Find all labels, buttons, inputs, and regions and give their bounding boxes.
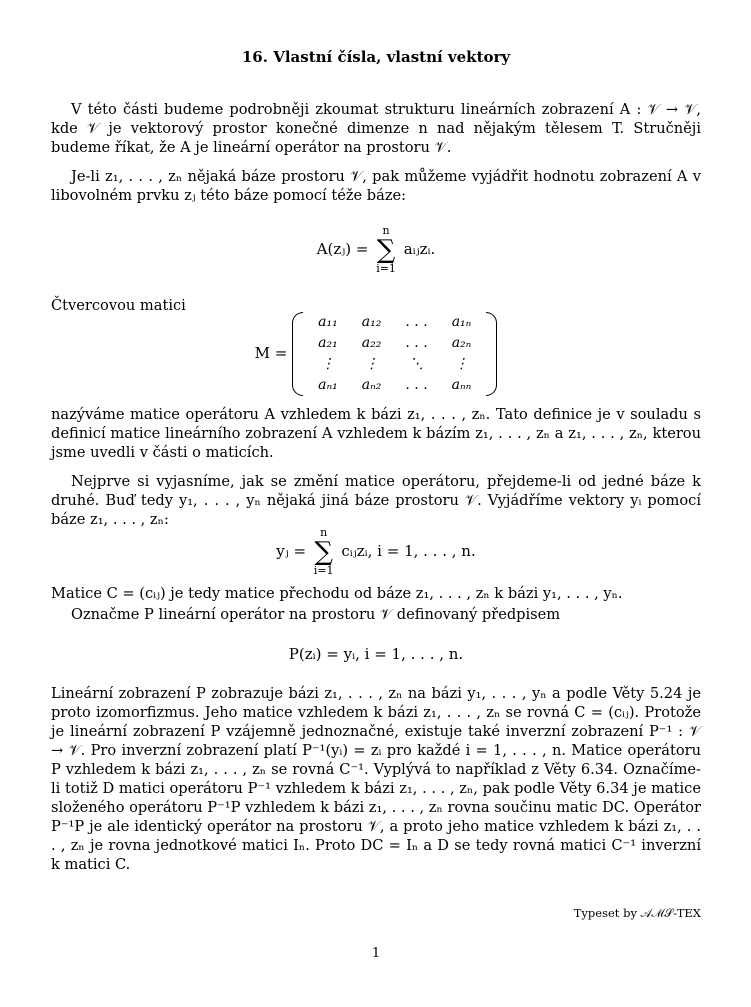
paragraph-isomorphism: Lineární zobrazení P zobrazuje bázi z₁, . . . , zₙ na bázi y₁, . . . , yₙ a podle Věty 5.24 je proto izomorfizmus. Jeho matice vzhledem k bázi z₁, . . . , zₙ se rovná C = (cᵢⱼ). Protože je lineární zobrazení P vzájemně jednoznačné, existuje také inverzní zobrazení P⁻¹ : 𝒱 → 𝒱. Pro inverzní zobrazení platí P⁻¹(yᵢ) = zᵢ pro každé i = 1, . . . , n. Matice operátoru P vzhledem k bázi z₁, . . . , zₙ se rovná C⁻¹. Vyplývá to například z Věty 6.34. Označíme-li totiž D matici operátoru P⁻¹ vzhledem k bázi z₁, . . . , zₙ, pak podle Věty 6.34 je matice složeného operátoru P⁻¹P vzhledem k bázi z₁, . . . , zₙ rovna součinu matic DC. Operátor P⁻¹P je ale identický operátor na prostoru 𝒱, a proto jeho matice vzhledem k bázi z₁, . . . , zₙ je rovna jednotkové matici Iₙ. Proto DC = Iₙ a D se tedy rovná matici C⁻¹ inverzní k matici C. [51, 685, 701, 873]
paragraph-square-matrix: Čtvercovou matici [51, 297, 186, 314]
sigma-glyph: ∑ [376, 235, 396, 265]
equation-lhs: yⱼ = [276, 542, 307, 560]
matrix-cell: a₂₂ [361, 335, 382, 351]
paragraph-operator-p: Označme P lineární operátor na prostoru 𝒱 definovaný předpisem [71, 606, 561, 623]
sum-lower: i=1 [376, 262, 396, 275]
equation-matrix [51, 312, 701, 396]
paragraph-change-basis: Nejprve si vyjasníme, jak se změní matice operátoru, přejdeme-li od jedné báze k druhé. Buď tedy y₁, . . . , yₙ nějaká jiná báze prostoru 𝒱. Vyjádříme vektory yᵢ pomocí báze z₁, . . . , zₙ: [51, 473, 701, 528]
matrix-cell: a₂ₙ [451, 335, 472, 351]
matrix-cell: a₁₁ [318, 314, 338, 330]
sigma-glyph: ∑ [314, 537, 333, 567]
matrix-lhs: M = [254, 344, 288, 362]
matrix-cell: . . . [405, 377, 428, 393]
matrix-row [306, 375, 483, 396]
paragraph-transition-matrix: Matice C = (cᵢⱼ) je tedy matice přechodu od báze z₁, . . . , zₙ k bázi y₁, . . . , yₙ. [51, 585, 623, 602]
matrix-cell: aₙ₁ [318, 377, 338, 393]
matrix-row [306, 354, 483, 375]
equation-operator-sum [51, 225, 701, 275]
matrix-cell: ⋱ [409, 356, 424, 372]
equation-p-definition: P(zᵢ) = yᵢ, i = 1, . . . , n. [288, 645, 464, 663]
page-number: 1 [371, 946, 381, 961]
matrix-cell: ⋮ [454, 356, 469, 372]
matrix-cell: a₂₁ [318, 335, 338, 351]
paragraph-matrix-definition: nazýváme matice operátoru A vzhledem k bázi z₁, . . . , zₙ. Tato definice je v souladu s definicí matice lineárního zobrazení A vzhledem k bázím z₁, . . . , zₙ a z₁, . . . , zₙ, kterou jsme uvedli v části o maticích. [51, 406, 701, 461]
matrix-cell: aₙₙ [451, 377, 472, 393]
matrix-cell: . . . [405, 335, 428, 351]
sum-symbol [314, 527, 334, 577]
matrix-row [306, 312, 483, 333]
page-title: 16. Vlastní čísla, vlastní vektory [241, 48, 511, 66]
matrix-row [306, 333, 483, 354]
paragraph-intro: V této části budeme podrobněji zkoumat strukturu lineárních zobrazení A : 𝒱 → 𝒱, kde 𝒱 je vektorový prostor konečné dimenze n nad nějakým tělesem T. Stručněji budeme říkat, že A je lineární operátor na prostoru 𝒱. [51, 101, 701, 156]
matrix-cell: a₁₂ [361, 314, 382, 330]
equation-rhs: aᵢⱼzᵢ. [403, 240, 436, 258]
paragraph-basis: Je-li z₁, . . . , zₙ nějaká báze prostoru 𝒱, pak můžeme vyjádřit hodnotu zobrazení A v libovolném prvku zⱼ této báze pomocí téže báze: [51, 168, 701, 204]
matrix-cell: ⋮ [320, 356, 335, 372]
equation-y-expansion [51, 527, 701, 577]
matrix-cell: ⋮ [364, 356, 379, 372]
left-paren [292, 312, 303, 396]
matrix-cell: aₙ₂ [361, 377, 382, 393]
sum-symbol [376, 225, 396, 275]
sum-lower: i=1 [313, 564, 334, 577]
matrix-m [292, 312, 497, 396]
matrix-cell: . . . [405, 314, 428, 330]
sum-upper: n [382, 224, 390, 237]
matrix-table [306, 312, 483, 396]
typeset-credit: Typeset by 𝒜ℳ𝒮-TEX [573, 906, 701, 920]
right-paren [486, 312, 497, 396]
equation-rhs: cᵢⱼzᵢ, i = 1, . . . , n. [341, 542, 476, 560]
sum-upper: n [320, 526, 328, 539]
equation-lhs: A(zⱼ) = [316, 240, 369, 258]
matrix-cell: a₁ₙ [451, 314, 472, 330]
